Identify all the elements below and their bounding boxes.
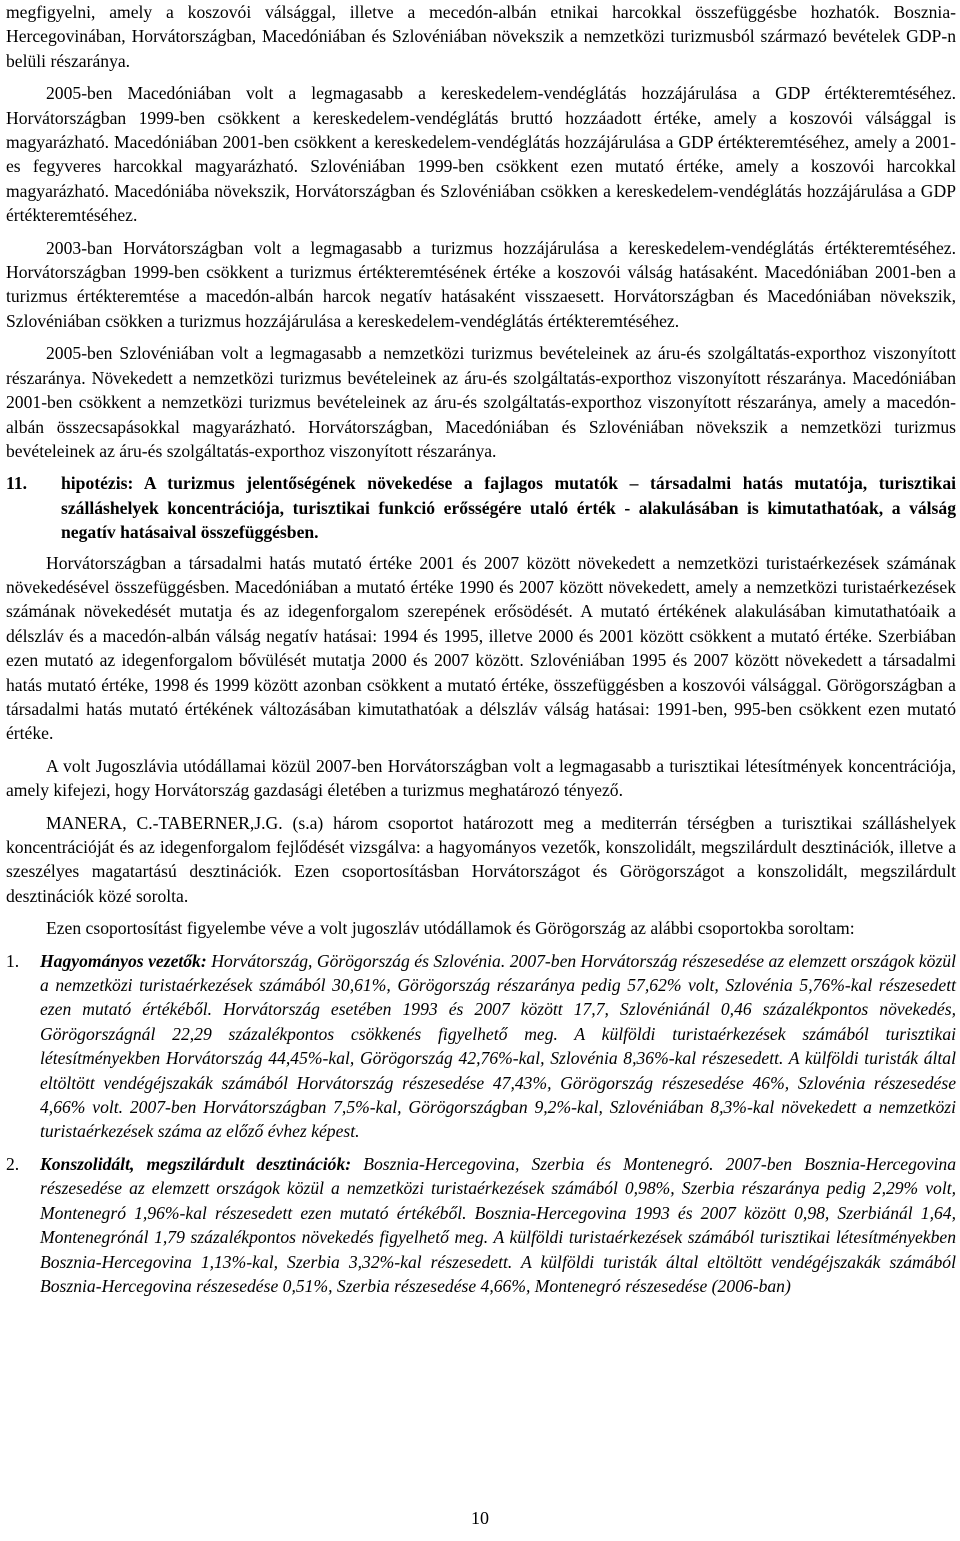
- list-item-number: 1.: [6, 950, 20, 971]
- paragraph-grouping: Ezen csoportosítást figyelembe véve a volt jugoszláv utódállamok és Görögország az alábbi csoportokba soroltam:: [46, 918, 855, 939]
- list-item-text: Horvátország, Görögország és Szlovénia. 2007-ben Horvátország részesedése az elemzett országok közül a nemzetközi turistaérkezések számából 30,61%, Görögország részaránya pedig 57,62% volt, Szlovénia 5,76%-kal részesedett ezen mutató értékéből. Horvátország esetében 1993 és 2007 között 17,7, Szlovéniánál 0,46 százalékpontos növekedés, Görögországnál 22,29 százalékpontos csökkenés figyelhető meg. A külföldi turistaérkezések számából turisztikai létesítményekben Horvátország 44,45%-kal, Görögország 42,76%-kal, Szlovénia 8,36%-kal részesedett. A külföldi turisták által eltöltött vendégéjszakák számából Horvátország részesedése 47,43%, Görögország részesedése 46%, Szlovénia részesedése 4,66% volt. 2007-ben Horvátországban 7,5%-kal, Görögországban 9,2%-kal, Szlovéniában 8,3%-kal növekedett a nemzetközi turistaérkezések száma az előző évhez képest.: [40, 950, 956, 1142]
- list-item-body: [40, 949, 956, 1144]
- list-item-text: Bosznia-Hercegovina, Szerbia és Montenegró. 2007-ben Bosznia-Hercegovina részesedése az elemzett országok közül a nemzetközi turistaérkezések számából 0,98%, Szerbia részaránya pedig 2,29% volt, Montenegró 1,96%-kal részesedett ezen mutató értékéből. Bosznia-Hercegovina 1993 és 2007 között 0,98, Szerbiánál 1,64, Montenegrónál 1,79 százalékpontos növekedés figyelhető meg. A külföldi turistaérkezések számából turisztikai létesítményekben Bosznia-Hercegovina 1,13%-kal, Szerbia 3,32%-kal részesedett. A külföldi turisták által eltöltött vendégéjszakák számából Bosznia-Hercegovina részesedése 0,51%, Szerbia részesedése 4,66%, Montenegró részesedése (2006-ban): [40, 1153, 956, 1296]
- hypothesis-number: 11.: [6, 473, 28, 494]
- page-number: 10: [471, 1508, 489, 1528]
- document-page: [6, 0, 956, 1306]
- paragraph-tourism-revenue: 2005-ben Szlovéniában volt a legmagasabb a nemzetközi turizmus bevételeinek az áru-és szolgáltatás-exporthoz viszonyított részaránya. Növekedett a nemzetközi turizmus bevételeinek az áru-és szolgáltatás-exporthoz viszonyított részaránya. Macedóniában 2001-ben csökkent a nemzetközi turizmus bevételeinek az áru-és szolgáltatás-exporthoz viszonyított részaránya, amely a macedón-albán összecsapásokkal magyarázható. Horvátországban, Macedóniában és Szlovéniában növekszik a nemzetközi turizmus bevételeinek az áru-és szolgáltatás-exporthoz viszonyított részaránya.: [6, 343, 956, 461]
- paragraph-tourism-contribution: 2003-ban Horvátországban volt a legmagasabb a turizmus hozzájárulása a kereskedelem-vendéglátás értékteremtéséhez. Horvátországban 1999-ben csökkent a turizmus értékteremtésének értéke a koszovói válság hatásaként. Macedóniában 2001-ben a turizmus értékteremtése a macedón-albán harcok negatív hatásaként visszaesett. Horvátországban és Macedóniában növekszik, Szlovéniában csökken a turizmus hozzájárulása a kereskedelem-vendéglátás értékteremtéséhez.: [6, 237, 956, 331]
- list-item: [6, 1152, 956, 1298]
- hypothesis-text: hipotézis: A turizmus jelentőségének növekedése a fajlagos mutatók – társadalmi hatás mutatója, turisztikai szálláshelyek koncentrációja, turisztikai funkció erősségére utaló érték - alakulásában is kimutathatóak, a válság negatív hatásaival összefüggésben.: [61, 473, 956, 543]
- list-item: [6, 949, 956, 1144]
- list-item-title: Hagyományos vezetők:: [40, 950, 207, 971]
- list-item-number: 2.: [6, 1153, 20, 1174]
- paragraph-manera-taberner: MANERA, C.-TABERNER,J.G. (s.a) három csoportot határozott meg a mediterrán térségben a turisztikai szálláshelyek koncentrációját és az idegenforgalom fejlődését vizsgálva: a hagyományos vezetők, konszolidált, megszilárdult desztinációk, illetve a szeszélyes magatartású desztinációk. Ezen csoportosításban Horvátországot és Görögországot a konszolidált, megszilárdult desztinációk közé sorolta.: [6, 812, 956, 906]
- hypothesis-heading: [6, 471, 956, 544]
- paragraph-trade-hospitality: 2005-ben Macedóniában volt a legmagasabb a kereskedelem-vendéglátás hozzájárulása a GDP értékteremtéséhez. Horvátországban 1999-ben csökkent a kereskedelem-vendéglátás bruttó hozzáadott értéke, amely a koszovói válsággal is magyarázható. Macedóniában 2001-ben csökkent a kereskedelem-vendéglátás hozzájárulása a GDP értékteremtéséhez, amely a 2001-es fegyveres harcokkal magyarázható. Szlovéniában 1999-ben csökkent ezen mutató értéke, amely a koszovói harcokkal magyarázható. Macedóniába növekszik, Horvátországban és Szlovéniában csökken a kereskedelem-vendéglátás hozzájárulása a GDP értékteremtéséhez.: [6, 83, 956, 226]
- list-item-title: Konszolidált, megszilárdult desztinációk:: [40, 1153, 352, 1174]
- paragraph-social-impact: Horvátországban a társadalmi hatás mutató értéke 2001 és 2007 között növekedett a nemzetközi turistaérkezések számának növekedésével összefüggésben. Macedóniában a mutató értéke 1990 és 2007 között növekedett, amely a nemzetközi turistaérkezések számának növekedését mutatja és az idegenforgalom szerepének erősödését. A mutató értékének alakulásában kimutathatóaik a délszláv és a macedón-albán válság negatív hatásai: 1994 és 1995, illetve 2000 és 2001 között csökkent a mutató értéke. Szerbiában ezen mutató az idegenforgalom bővülését mutatja 2000 és 2007 között. Szlovéniában 1995 és 2007 között növekedett a társadalmi hatás mutató értéke, 1998 és 1999 között azonban csökkent a mutató értéke, összefüggésben a koszovói válsággal. Görögországban a társadalmi hatás mutató értékének változásában kimutathatóak a délszláv válság hatásai: 1991-ben, 995-ben csökkent ezen mutató értéke.: [6, 552, 956, 744]
- paragraph-facility-concentration: A volt Jugoszlávia utódállamai közül 2007-ben Horvátországban volt a legmagasabb a turisztikai létesítmények koncentrációja, amely kifejezi, hogy Horvátország gazdasági életében a turizmus meghatározó tényező.: [6, 755, 956, 801]
- list-item-body: [40, 1152, 956, 1298]
- paragraph-intro: megfigyelni, amely a koszovói válsággal, illetve a mecedón-albán etnikai harcokkal összefüggésbe hozhatók. Bosznia-Hercegovinában, Horvátországban, Macedóniában és Szlovéniában növekszik a nemzetközi turizmusból származó bevételek GDP-n belüli részaránya.: [6, 2, 956, 71]
